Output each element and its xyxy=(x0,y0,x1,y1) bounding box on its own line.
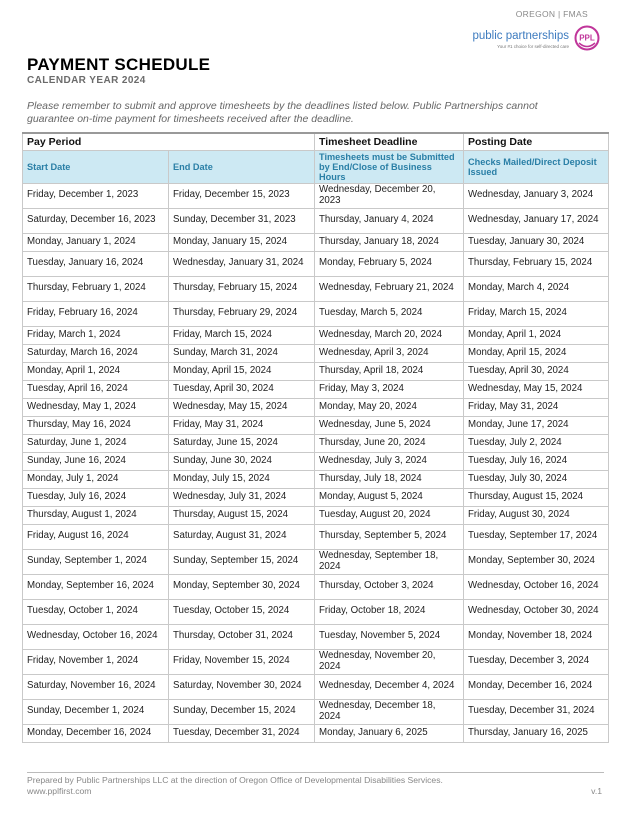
table-row xyxy=(23,599,609,624)
page-subtitle: CALENDAR YEAR 2024 xyxy=(27,75,146,86)
table-row xyxy=(23,724,609,742)
cell-posting-date: Tuesday, July 2, 2024 xyxy=(464,434,609,452)
cell-posting-date: Monday, April 15, 2024 xyxy=(464,344,609,362)
svg-text:PPL: PPL xyxy=(579,33,595,43)
cell-posting-date: Wednesday, October 16, 2024 xyxy=(464,574,609,599)
table-row xyxy=(23,624,609,649)
cell-posting-date: Thursday, August 15, 2024 xyxy=(464,488,609,506)
cell-start-date: Friday, November 1, 2024 xyxy=(23,649,169,674)
cell-posting-date: Monday, December 16, 2024 xyxy=(464,674,609,699)
table-row xyxy=(23,276,609,301)
cell-start-date: Saturday, November 16, 2024 xyxy=(23,674,169,699)
cell-posting-date: Tuesday, December 31, 2024 xyxy=(464,699,609,724)
cell-start-date: Saturday, December 16, 2023 xyxy=(23,208,169,233)
cell-posting-date: Tuesday, January 30, 2024 xyxy=(464,233,609,251)
cell-start-date: Monday, January 1, 2024 xyxy=(23,233,169,251)
table-sub-header-row xyxy=(23,150,609,183)
cell-start-date: Friday, March 1, 2024 xyxy=(23,326,169,344)
cell-start-date: Thursday, February 1, 2024 xyxy=(23,276,169,301)
logo-name: public partnerships xyxy=(472,30,569,42)
header-posting-date: Posting Date xyxy=(464,133,609,150)
cell-start-date: Monday, December 16, 2024 xyxy=(23,724,169,742)
cell-timesheet-deadline: Thursday, September 5, 2024 xyxy=(315,524,464,549)
program-tag: OREGON | FMAS xyxy=(515,9,588,19)
cell-end-date: Friday, November 15, 2024 xyxy=(169,649,315,674)
cell-posting-date: Tuesday, July 30, 2024 xyxy=(464,470,609,488)
cell-end-date: Saturday, November 30, 2024 xyxy=(169,674,315,699)
table-row xyxy=(23,233,609,251)
cell-start-date: Sunday, June 16, 2024 xyxy=(23,452,169,470)
cell-end-date: Thursday, August 15, 2024 xyxy=(169,506,315,524)
cell-start-date: Tuesday, July 16, 2024 xyxy=(23,488,169,506)
cell-timesheet-deadline: Wednesday, February 21, 2024 xyxy=(315,276,464,301)
cell-posting-date: Wednesday, January 3, 2024 xyxy=(464,183,609,208)
cell-end-date: Sunday, September 15, 2024 xyxy=(169,549,315,574)
cell-timesheet-deadline: Wednesday, April 3, 2024 xyxy=(315,344,464,362)
table-row xyxy=(23,549,609,574)
footer-website: www.pplfirst.com xyxy=(27,786,92,796)
public-partnerships-logo xyxy=(451,24,601,58)
table-row xyxy=(23,488,609,506)
cell-start-date: Friday, December 1, 2023 xyxy=(23,183,169,208)
cell-timesheet-deadline: Thursday, April 18, 2024 xyxy=(315,362,464,380)
cell-posting-date: Thursday, February 15, 2024 xyxy=(464,251,609,276)
cell-timesheet-deadline: Wednesday, December 4, 2024 xyxy=(315,674,464,699)
table-row xyxy=(23,362,609,380)
cell-timesheet-deadline: Monday, August 5, 2024 xyxy=(315,488,464,506)
table-row xyxy=(23,470,609,488)
cell-end-date: Sunday, June 30, 2024 xyxy=(169,452,315,470)
cell-end-date: Tuesday, October 15, 2024 xyxy=(169,599,315,624)
table-row xyxy=(23,301,609,326)
cell-timesheet-deadline: Wednesday, March 20, 2024 xyxy=(315,326,464,344)
cell-start-date: Tuesday, October 1, 2024 xyxy=(23,599,169,624)
table-row xyxy=(23,452,609,470)
cell-start-date: Monday, July 1, 2024 xyxy=(23,470,169,488)
cell-timesheet-deadline: Wednesday, December 18, 2024 xyxy=(315,699,464,724)
cell-end-date: Monday, April 15, 2024 xyxy=(169,362,315,380)
cell-end-date: Wednesday, July 31, 2024 xyxy=(169,488,315,506)
cell-timesheet-deadline: Friday, October 18, 2024 xyxy=(315,599,464,624)
footer-prepared-by: Prepared by Public Partnerships LLC at the direction of Oregon Office of Developmental Disabilities Services. xyxy=(27,775,443,785)
cell-posting-date: Wednesday, May 15, 2024 xyxy=(464,380,609,398)
cell-timesheet-deadline: Wednesday, December 20, 2023 xyxy=(315,183,464,208)
header-pay-period: Pay Period xyxy=(23,133,315,150)
deadline-notice: Please remember to submit and approve timesheets by the deadlines listed below. Public Partnerships cannot guarantee on-time payment for timesheets received after the deadline. xyxy=(27,100,538,125)
table-row xyxy=(23,524,609,549)
cell-posting-date: Friday, March 15, 2024 xyxy=(464,301,609,326)
cell-timesheet-deadline: Thursday, January 18, 2024 xyxy=(315,233,464,251)
cell-timesheet-deadline: Friday, May 3, 2024 xyxy=(315,380,464,398)
cell-posting-date: Friday, August 30, 2024 xyxy=(464,506,609,524)
cell-timesheet-deadline: Monday, January 6, 2025 xyxy=(315,724,464,742)
subheader-submit-deadline: Timesheets must be Submitted by End/Close of Business Hours xyxy=(315,150,464,183)
cell-posting-date: Tuesday, December 3, 2024 xyxy=(464,649,609,674)
table-row xyxy=(23,208,609,233)
cell-posting-date: Tuesday, September 17, 2024 xyxy=(464,524,609,549)
cell-start-date: Thursday, August 1, 2024 xyxy=(23,506,169,524)
subheader-payment-issued: Checks Mailed/Direct Deposit Issued xyxy=(464,150,609,183)
table-row xyxy=(23,574,609,599)
cell-posting-date: Wednesday, January 17, 2024 xyxy=(464,208,609,233)
cell-end-date: Saturday, August 31, 2024 xyxy=(169,524,315,549)
table-row xyxy=(23,398,609,416)
cell-posting-date: Monday, March 4, 2024 xyxy=(464,276,609,301)
cell-start-date: Saturday, June 1, 2024 xyxy=(23,434,169,452)
table-row xyxy=(23,251,609,276)
cell-end-date: Thursday, February 29, 2024 xyxy=(169,301,315,326)
cell-start-date: Monday, April 1, 2024 xyxy=(23,362,169,380)
subheader-start-date: Start Date xyxy=(23,150,169,183)
cell-end-date: Sunday, December 31, 2023 xyxy=(169,208,315,233)
table-group-header-row xyxy=(23,133,609,150)
table-row xyxy=(23,699,609,724)
cell-end-date: Saturday, June 15, 2024 xyxy=(169,434,315,452)
cell-timesheet-deadline: Monday, February 5, 2024 xyxy=(315,251,464,276)
cell-posting-date: Monday, September 30, 2024 xyxy=(464,549,609,574)
cell-timesheet-deadline: Wednesday, June 5, 2024 xyxy=(315,416,464,434)
cell-timesheet-deadline: Thursday, October 3, 2024 xyxy=(315,574,464,599)
cell-end-date: Wednesday, January 31, 2024 xyxy=(169,251,315,276)
cell-end-date: Sunday, March 31, 2024 xyxy=(169,344,315,362)
table-row xyxy=(23,649,609,674)
cell-end-date: Friday, December 15, 2023 xyxy=(169,183,315,208)
cell-timesheet-deadline: Tuesday, March 5, 2024 xyxy=(315,301,464,326)
cell-start-date: Sunday, December 1, 2024 xyxy=(23,699,169,724)
cell-posting-date: Thursday, January 16, 2025 xyxy=(464,724,609,742)
table-row xyxy=(23,506,609,524)
cell-start-date: Thursday, May 16, 2024 xyxy=(23,416,169,434)
ppl-badge-icon xyxy=(573,24,601,52)
subheader-end-date: End Date xyxy=(169,150,315,183)
cell-timesheet-deadline: Tuesday, November 5, 2024 xyxy=(315,624,464,649)
cell-end-date: Monday, September 30, 2024 xyxy=(169,574,315,599)
cell-posting-date: Monday, November 18, 2024 xyxy=(464,624,609,649)
cell-end-date: Monday, July 15, 2024 xyxy=(169,470,315,488)
cell-start-date: Wednesday, May 1, 2024 xyxy=(23,398,169,416)
cell-end-date: Sunday, December 15, 2024 xyxy=(169,699,315,724)
cell-posting-date: Wednesday, October 30, 2024 xyxy=(464,599,609,624)
cell-start-date: Tuesday, April 16, 2024 xyxy=(23,380,169,398)
footer-divider xyxy=(27,772,604,773)
cell-start-date: Saturday, March 16, 2024 xyxy=(23,344,169,362)
cell-posting-date: Tuesday, April 30, 2024 xyxy=(464,362,609,380)
cell-start-date: Friday, February 16, 2024 xyxy=(23,301,169,326)
table-row xyxy=(23,674,609,699)
cell-end-date: Monday, January 15, 2024 xyxy=(169,233,315,251)
cell-end-date: Friday, March 15, 2024 xyxy=(169,326,315,344)
cell-start-date: Wednesday, October 16, 2024 xyxy=(23,624,169,649)
cell-end-date: Thursday, October 31, 2024 xyxy=(169,624,315,649)
cell-end-date: Friday, May 31, 2024 xyxy=(169,416,315,434)
cell-posting-date: Tuesday, July 16, 2024 xyxy=(464,452,609,470)
payment-schedule-table xyxy=(22,132,609,743)
logo-tagline: Your #1 choice for self-directed care xyxy=(497,44,569,49)
table-row xyxy=(23,344,609,362)
cell-end-date: Wednesday, May 15, 2024 xyxy=(169,398,315,416)
cell-start-date: Friday, August 16, 2024 xyxy=(23,524,169,549)
cell-timesheet-deadline: Thursday, July 18, 2024 xyxy=(315,470,464,488)
cell-posting-date: Friday, May 31, 2024 xyxy=(464,398,609,416)
cell-posting-date: Monday, April 1, 2024 xyxy=(464,326,609,344)
cell-timesheet-deadline: Monday, May 20, 2024 xyxy=(315,398,464,416)
cell-timesheet-deadline: Thursday, January 4, 2024 xyxy=(315,208,464,233)
cell-timesheet-deadline: Thursday, June 20, 2024 xyxy=(315,434,464,452)
cell-timesheet-deadline: Wednesday, November 20, 2024 xyxy=(315,649,464,674)
cell-timesheet-deadline: Wednesday, September 18, 2024 xyxy=(315,549,464,574)
table-row xyxy=(23,380,609,398)
table-row xyxy=(23,434,609,452)
cell-end-date: Tuesday, April 30, 2024 xyxy=(169,380,315,398)
table-row xyxy=(23,416,609,434)
cell-timesheet-deadline: Tuesday, August 20, 2024 xyxy=(315,506,464,524)
cell-end-date: Thursday, February 15, 2024 xyxy=(169,276,315,301)
header-timesheet-deadline: Timesheet Deadline xyxy=(315,133,464,150)
cell-posting-date: Monday, June 17, 2024 xyxy=(464,416,609,434)
cell-start-date: Sunday, September 1, 2024 xyxy=(23,549,169,574)
cell-start-date: Monday, September 16, 2024 xyxy=(23,574,169,599)
cell-timesheet-deadline: Wednesday, July 3, 2024 xyxy=(315,452,464,470)
table-row xyxy=(23,183,609,208)
page-title: PAYMENT SCHEDULE xyxy=(27,55,211,74)
table-row xyxy=(23,326,609,344)
footer-version: v.1 xyxy=(591,786,602,796)
cell-end-date: Tuesday, December 31, 2024 xyxy=(169,724,315,742)
cell-start-date: Tuesday, January 16, 2024 xyxy=(23,251,169,276)
